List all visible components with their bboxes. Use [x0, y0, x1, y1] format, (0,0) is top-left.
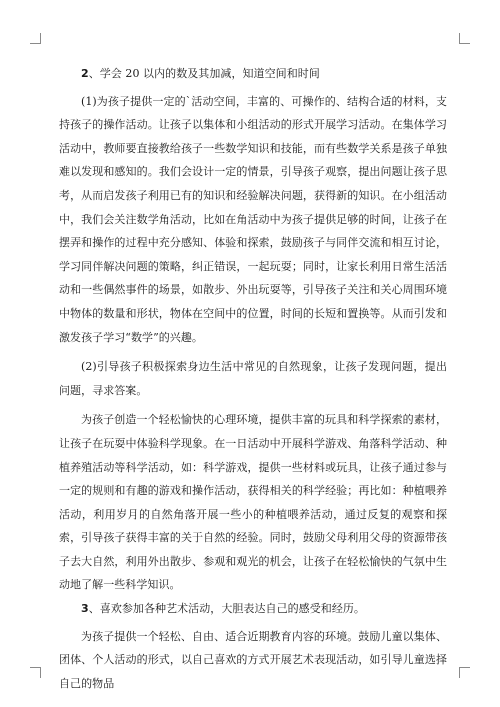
- section-heading-2: [59, 62, 447, 86]
- paragraph-4: 为孩子提供一个轻松、自由、适合近期教育内容的环境。鼓励儿童以集体、团体、个人活动的形式，以自己喜欢的方式开展艺术表现活动，如引导儿童选择自己的物品: [59, 629, 447, 690]
- paragraph-1: (1)为孩子提供一定的`活动空间，丰富的、可操作的、结构合适的材料，支持孩子的操作活动。让孩子以集体和小组活动的形式开展学习活动。在集体学习活动中，教师要直接教给孩子一些数学知识和技能，而有些数学关系是孩子单独难以发现和感知的。我们会设计一定的情景，引导孩子观察，提出问题让孩子思考，从而启发孩子利用已有的知识和经验解决问题，获得新的知识。在小组活动中，我们会关注数学角活动，比如在角活动中为孩子提供足够的时间，让孩子在摆弄和操作的过程中充分感知、体验和探索，鼓励孩子与同伴交流和相互讨论，学习同伴解决问题的策略，纠正错误，一起玩耍；同时，让家长利用日常生活活动和一些偶然事件的场景，如散步、外出玩耍等，引导孩子关注和关心周围环境中物体的数量和形状，物体在空间中的位置，时间的长短和置换等。从而引发和激发孩子学习“数学”的兴趣。: [59, 94, 447, 344]
- section-title: 、喜欢参加各种艺术活动，大胆表达自己的感受和经历。: [88, 602, 365, 616]
- paragraph-3: 为孩子创造一个轻松愉快的心理环境，提供丰富的玩具和科学探索的素材，让孩子在玩耍中体验科学现象。在一日活动中开展科学游戏、角落科学活动、种植养殖活动等科学活动，如：科学游戏，提供一些材料或玩具，让孩子通过参与一定的规则和有趣的游戏和操作活动，获得相关的科学经验；再比如：种植喂养活动，利用岁月的自然角落开展一些小的种植喂养活动，通过反复的观察和探索，引导孩子获得丰富的关于自然的经验。同时，鼓励父母利用父母的资源带孩子去大自然，利用外出散步、参观和观光的机会，让孩子在轻松愉快的气氛中生动地了解一些科学知识。: [59, 413, 447, 592]
- crop-mark-top-right: [459, 33, 470, 44]
- section-number: 2: [81, 67, 89, 80]
- section-heading-3: [59, 597, 447, 621]
- crop-mark-bottom-left: [30, 667, 41, 678]
- document-body: [59, 62, 447, 695]
- section-title: 、学会 20 以内的数及其加减，知道空间和时间: [88, 67, 320, 80]
- paragraph-2: (2)引导孩子积极探索身边生活中常见的自然现象，让孩子发现问题，提出问题，寻求答案。: [59, 360, 447, 397]
- section-number: 3: [81, 602, 89, 616]
- crop-mark-bottom-right: [459, 667, 470, 678]
- crop-mark-top-left: [30, 33, 41, 44]
